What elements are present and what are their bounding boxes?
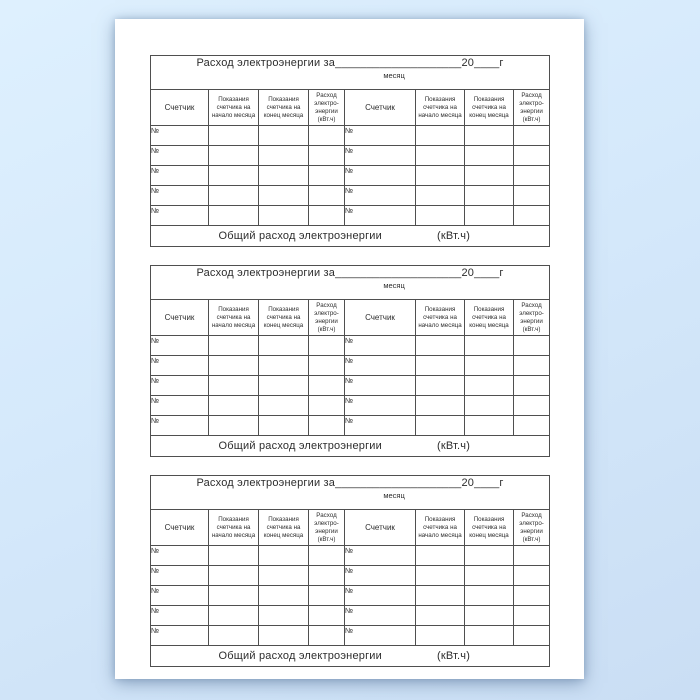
title-line <box>151 476 549 491</box>
col-header-meter: Счетчик <box>345 300 416 336</box>
empty-cell <box>259 606 309 626</box>
empty-cell <box>416 606 465 626</box>
empty-cell <box>514 606 550 626</box>
meter-number-cell <box>345 546 416 566</box>
empty-cell <box>309 186 345 206</box>
numero-label: № <box>345 146 354 155</box>
table-row <box>151 626 550 646</box>
meter-number-cell <box>151 396 209 416</box>
col-header-consumption: Расход электро- энергии (кВт.ч) <box>514 300 550 336</box>
empty-cell <box>465 146 514 166</box>
empty-cell <box>465 376 514 396</box>
empty-cell <box>416 586 465 606</box>
col-header-end-reading: Показания счетчика на конец месяца <box>259 90 309 126</box>
empty-cell <box>209 166 259 186</box>
footer-row <box>151 436 550 457</box>
table-row <box>151 566 550 586</box>
meter-number-cell <box>151 356 209 376</box>
table-row <box>151 336 550 356</box>
title-year-blank: ____ <box>474 57 500 69</box>
empty-cell <box>416 336 465 356</box>
table-row <box>151 586 550 606</box>
numero-label: № <box>151 376 160 385</box>
empty-cell <box>209 336 259 356</box>
empty-cell <box>465 546 514 566</box>
meter-number-cell <box>345 416 416 436</box>
title-row <box>151 56 550 90</box>
empty-cell <box>309 586 345 606</box>
col-header-end-reading: Показания счетчика на конец месяца <box>465 510 514 546</box>
empty-cell <box>259 546 309 566</box>
empty-cell <box>259 186 309 206</box>
table-row <box>151 146 550 166</box>
col-header-meter: Счетчик <box>151 510 209 546</box>
empty-cell <box>465 356 514 376</box>
title-blank-line: ____________________ <box>335 267 462 279</box>
meter-number-cell <box>345 146 416 166</box>
empty-cell <box>259 566 309 586</box>
numero-label: № <box>345 186 354 195</box>
empty-cell <box>514 626 550 646</box>
numero-label: № <box>345 166 354 175</box>
empty-cell <box>209 126 259 146</box>
meter-number-cell <box>151 126 209 146</box>
numero-label: № <box>151 546 160 555</box>
empty-cell <box>465 396 514 416</box>
title-year-blank: ____ <box>474 477 500 489</box>
numero-label: № <box>345 626 354 635</box>
empty-cell <box>209 606 259 626</box>
table-title <box>151 476 550 510</box>
empty-cell <box>465 416 514 436</box>
numero-label: № <box>151 586 160 595</box>
meter-number-cell <box>345 396 416 416</box>
meter-number-cell <box>345 376 416 396</box>
title-year-blank: ____ <box>474 267 500 279</box>
empty-cell <box>259 126 309 146</box>
empty-cell <box>209 146 259 166</box>
total-consumption-cell <box>151 646 550 667</box>
table-row <box>151 126 550 146</box>
numero-label: № <box>151 416 160 425</box>
empty-cell <box>309 546 345 566</box>
total-consumption-label: Общий расход электроэнергии <box>218 230 382 242</box>
empty-cell <box>465 626 514 646</box>
empty-cell <box>259 206 309 226</box>
col-header-start-reading: Показания счетчика на начало месяца <box>416 90 465 126</box>
col-header-meter: Счетчик <box>151 300 209 336</box>
meter-number-cell <box>345 626 416 646</box>
empty-cell <box>259 416 309 436</box>
total-consumption-cell <box>151 436 550 457</box>
title-year: 20 <box>461 267 475 279</box>
header-row <box>151 510 550 546</box>
empty-cell <box>514 126 550 146</box>
empty-cell <box>309 626 345 646</box>
empty-cell <box>209 586 259 606</box>
empty-cell <box>514 186 550 206</box>
document-page <box>115 19 584 679</box>
empty-cell <box>514 336 550 356</box>
title-text: Расход электроэнергии за <box>196 57 336 69</box>
empty-cell <box>309 376 345 396</box>
empty-cell <box>309 206 345 226</box>
empty-cell <box>209 396 259 416</box>
numero-label: № <box>345 416 354 425</box>
empty-cell <box>514 166 550 186</box>
kwh-unit-label: (кВт.ч) <box>436 440 471 452</box>
col-header-end-reading: Показания счетчика на конец месяца <box>465 90 514 126</box>
col-header-consumption: Расход электро- энергии (кВт.ч) <box>514 510 550 546</box>
empty-cell <box>259 146 309 166</box>
empty-cell <box>209 206 259 226</box>
month-subtitle <box>151 491 549 501</box>
empty-cell <box>209 416 259 436</box>
meter-number-cell <box>345 336 416 356</box>
empty-cell <box>259 336 309 356</box>
empty-cell <box>465 186 514 206</box>
col-header-meter: Счетчик <box>151 90 209 126</box>
empty-cell <box>259 626 309 646</box>
meter-number-cell <box>151 606 209 626</box>
title-year: 20 <box>461 57 475 69</box>
meter-number-cell <box>151 566 209 586</box>
empty-cell <box>465 566 514 586</box>
numero-label: № <box>151 356 160 365</box>
title-year-suffix: г <box>499 57 504 69</box>
numero-label: № <box>151 146 160 155</box>
empty-cell <box>309 166 345 186</box>
title-year-suffix: г <box>499 477 504 489</box>
month-label: месяц <box>383 71 405 80</box>
numero-label: № <box>345 586 354 595</box>
meter-number-cell <box>151 416 209 436</box>
numero-label: № <box>151 396 160 405</box>
col-header-start-reading: Показания счетчика на начало месяца <box>416 300 465 336</box>
footer-row <box>151 646 550 667</box>
numero-label: № <box>345 356 354 365</box>
empty-cell <box>309 336 345 356</box>
consumption-grid <box>150 265 550 457</box>
empty-cell <box>514 356 550 376</box>
table-row <box>151 546 550 566</box>
numero-label: № <box>151 126 160 135</box>
empty-cell <box>514 396 550 416</box>
empty-cell <box>259 356 309 376</box>
meter-number-cell <box>345 566 416 586</box>
empty-cell <box>416 206 465 226</box>
meter-number-cell <box>345 126 416 146</box>
total-consumption-label: Общий расход электроэнергии <box>218 440 382 452</box>
empty-cell <box>209 626 259 646</box>
header-row <box>151 90 550 126</box>
empty-cell <box>416 356 465 376</box>
col-header-end-reading: Показания счетчика на конец месяца <box>259 300 309 336</box>
empty-cell <box>416 566 465 586</box>
col-header-start-reading: Показания счетчика на начало месяца <box>416 510 465 546</box>
table-title <box>151 266 550 300</box>
empty-cell <box>416 146 465 166</box>
numero-label: № <box>345 566 354 575</box>
empty-cell <box>465 126 514 146</box>
empty-cell <box>416 376 465 396</box>
empty-cell <box>416 416 465 436</box>
empty-cell <box>465 166 514 186</box>
title-year-suffix: г <box>499 267 504 279</box>
title-row <box>151 476 550 510</box>
empty-cell <box>514 586 550 606</box>
empty-cell <box>309 126 345 146</box>
col-header-end-reading: Показания счетчика на конец месяца <box>465 300 514 336</box>
empty-cell <box>465 586 514 606</box>
numero-label: № <box>151 186 160 195</box>
empty-cell <box>416 126 465 146</box>
meter-number-cell <box>151 626 209 646</box>
table-row <box>151 396 550 416</box>
meter-number-cell <box>151 586 209 606</box>
consumption-table <box>150 475 549 667</box>
empty-cell <box>309 396 345 416</box>
col-header-consumption: Расход электро- энергии (кВт.ч) <box>309 90 345 126</box>
consumption-table <box>150 265 549 457</box>
numero-label: № <box>345 546 354 555</box>
empty-cell <box>209 566 259 586</box>
empty-cell <box>416 546 465 566</box>
title-blank-line: ____________________ <box>335 477 462 489</box>
empty-cell <box>259 586 309 606</box>
consumption-grid <box>150 475 550 667</box>
empty-cell <box>259 166 309 186</box>
kwh-unit-label: (кВт.ч) <box>436 650 471 662</box>
meter-number-cell <box>151 336 209 356</box>
empty-cell <box>209 546 259 566</box>
meter-number-cell <box>151 146 209 166</box>
empty-cell <box>416 186 465 206</box>
empty-cell <box>465 606 514 626</box>
numero-label: № <box>151 606 160 615</box>
meter-number-cell <box>151 376 209 396</box>
title-text: Расход электроэнергии за <box>196 267 336 279</box>
empty-cell <box>514 206 550 226</box>
empty-cell <box>514 146 550 166</box>
meter-number-cell <box>151 166 209 186</box>
meter-number-cell <box>151 546 209 566</box>
kwh-unit-label: (кВт.ч) <box>436 230 471 242</box>
table-row <box>151 356 550 376</box>
empty-cell <box>209 356 259 376</box>
table-title <box>151 56 550 90</box>
month-label: месяц <box>383 281 405 290</box>
consumption-grid <box>150 55 550 247</box>
consumption-table <box>150 55 549 247</box>
month-subtitle <box>151 71 549 81</box>
meter-number-cell <box>151 186 209 206</box>
numero-label: № <box>151 206 160 215</box>
empty-cell <box>309 606 345 626</box>
meter-number-cell <box>345 586 416 606</box>
table-row <box>151 206 550 226</box>
empty-cell <box>416 626 465 646</box>
empty-cell <box>416 396 465 416</box>
col-header-consumption: Расход электро- энергии (кВт.ч) <box>309 510 345 546</box>
footer-row <box>151 226 550 247</box>
empty-cell <box>259 376 309 396</box>
numero-label: № <box>345 396 354 405</box>
empty-cell <box>309 566 345 586</box>
empty-cell <box>309 356 345 376</box>
numero-label: № <box>345 376 354 385</box>
col-header-end-reading: Показания счетчика на конец месяца <box>259 510 309 546</box>
numero-label: № <box>151 166 160 175</box>
title-year: 20 <box>461 477 475 489</box>
meter-number-cell <box>345 166 416 186</box>
col-header-meter: Счетчик <box>345 90 416 126</box>
meter-number-cell <box>151 206 209 226</box>
numero-label: № <box>345 126 354 135</box>
empty-cell <box>259 396 309 416</box>
table-row <box>151 376 550 396</box>
month-label: месяц <box>383 491 405 500</box>
total-consumption-label: Общий расход электроэнергии <box>218 650 382 662</box>
numero-label: № <box>151 566 160 575</box>
empty-cell <box>465 336 514 356</box>
empty-cell <box>514 416 550 436</box>
col-header-consumption: Расход электро- энергии (кВт.ч) <box>514 90 550 126</box>
numero-label: № <box>345 336 354 345</box>
table-row <box>151 166 550 186</box>
meter-number-cell <box>345 356 416 376</box>
table-row <box>151 186 550 206</box>
meter-number-cell <box>345 606 416 626</box>
meter-number-cell <box>345 206 416 226</box>
empty-cell <box>416 166 465 186</box>
empty-cell <box>209 376 259 396</box>
col-header-meter: Счетчик <box>345 510 416 546</box>
numero-label: № <box>151 336 160 345</box>
header-row <box>151 300 550 336</box>
empty-cell <box>514 566 550 586</box>
col-header-start-reading: Показания счетчика на начало месяца <box>209 510 259 546</box>
meter-number-cell <box>345 186 416 206</box>
col-header-consumption: Расход электро- энергии (кВт.ч) <box>309 300 345 336</box>
col-header-start-reading: Показания счетчика на начало месяца <box>209 90 259 126</box>
empty-cell <box>309 416 345 436</box>
empty-cell <box>309 146 345 166</box>
numero-label: № <box>345 206 354 215</box>
title-row <box>151 266 550 300</box>
empty-cell <box>465 206 514 226</box>
month-subtitle <box>151 281 549 291</box>
table-row <box>151 606 550 626</box>
title-blank-line: ____________________ <box>335 57 462 69</box>
empty-cell <box>209 186 259 206</box>
title-line <box>151 56 549 71</box>
empty-cell <box>514 376 550 396</box>
numero-label: № <box>345 606 354 615</box>
empty-cell <box>514 546 550 566</box>
col-header-start-reading: Показания счетчика на начало месяца <box>209 300 259 336</box>
total-consumption-cell <box>151 226 550 247</box>
title-text: Расход электроэнергии за <box>196 477 336 489</box>
numero-label: № <box>151 626 160 635</box>
table-row <box>151 416 550 436</box>
title-line <box>151 266 549 281</box>
